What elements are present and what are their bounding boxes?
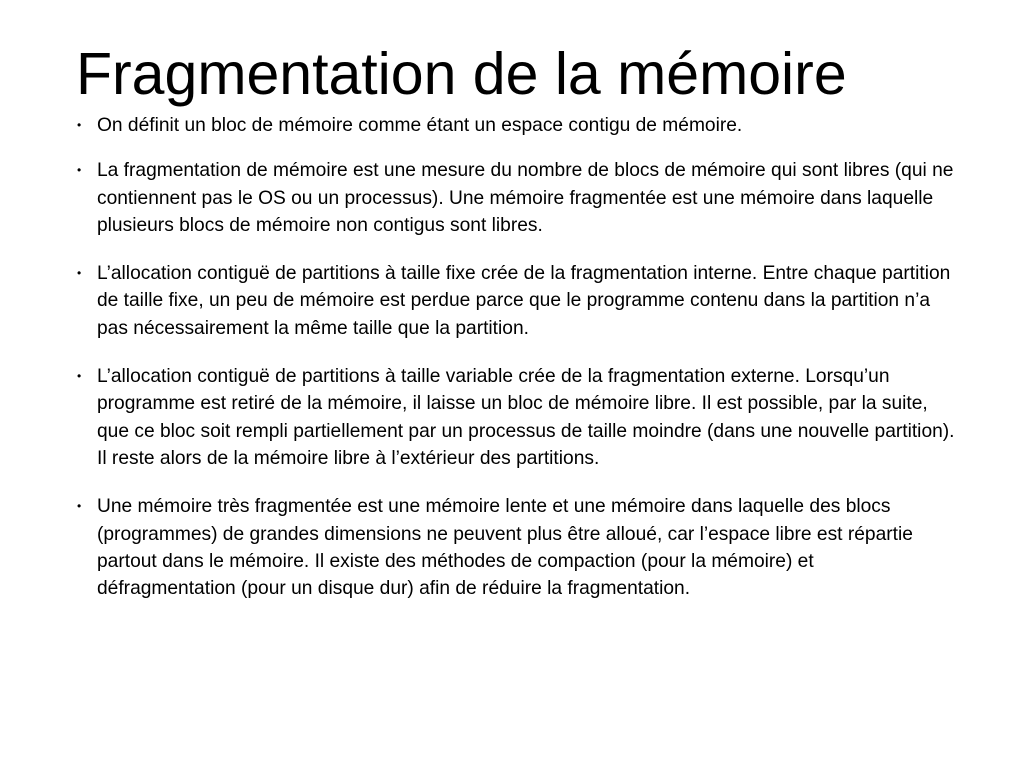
bullet-item xyxy=(77,260,957,342)
slide-title: Fragmentation de la mémoire xyxy=(76,41,847,107)
bullet-text: Une mémoire très fragmentée est une mémoire lente et une mémoire dans laquelle des blocs (programmes) de grandes dimensions ne peuvent plus être alloué, car l’espace libre est répartie partout dans le mémoire. Il existe des méthodes de compaction (pour la mémoire) et défragmentation (pour un disque dur) afin de réduire la fragmentation. xyxy=(97,496,913,600)
bullet-item xyxy=(77,157,957,239)
bullet-marker: • xyxy=(77,118,82,132)
bullet-marker: • xyxy=(77,369,82,384)
bullet-text: On définit un bloc de mémoire comme étant un espace contigu de mémoire. xyxy=(97,115,743,136)
bullet-item xyxy=(77,493,957,602)
bullet-text: La fragmentation de mémoire est une mesure du nombre de blocs de mémoire qui sont libres (qui ne contiennent pas le OS ou un processus). Une mémoire fragmentée est une mémoire dans laquelle plusieurs blocs de mémoire non contigus sont libres. xyxy=(97,160,954,236)
bullet-item xyxy=(77,363,957,472)
bullet-marker: • xyxy=(77,266,82,281)
bullet-marker: • xyxy=(77,163,82,178)
bullet-text: L’allocation contiguë de partitions à taille fixe crée de la fragmentation interne. Entre chaque partition de taille fixe, un peu de mémoire est perdue parce que le programme contenu dans la partition n’a pas nécessairement la même taille que la partition. xyxy=(97,263,951,339)
bullet-item xyxy=(77,112,957,139)
bullet-list xyxy=(77,112,957,602)
bullet-text: L’allocation contiguë de partitions à taille variable crée de la fragmentation externe. Lorsqu’un programme est retiré de la mémoire, il laisse un bloc de mémoire libre. Il est possible, par la suite, que ce bloc soit rempli partiellement par un processus de taille moindre (dans une nouvelle partition). Il reste alors de la mémoire libre à l’extérieur des partitions. xyxy=(97,366,955,469)
bullet-marker: • xyxy=(77,499,82,514)
